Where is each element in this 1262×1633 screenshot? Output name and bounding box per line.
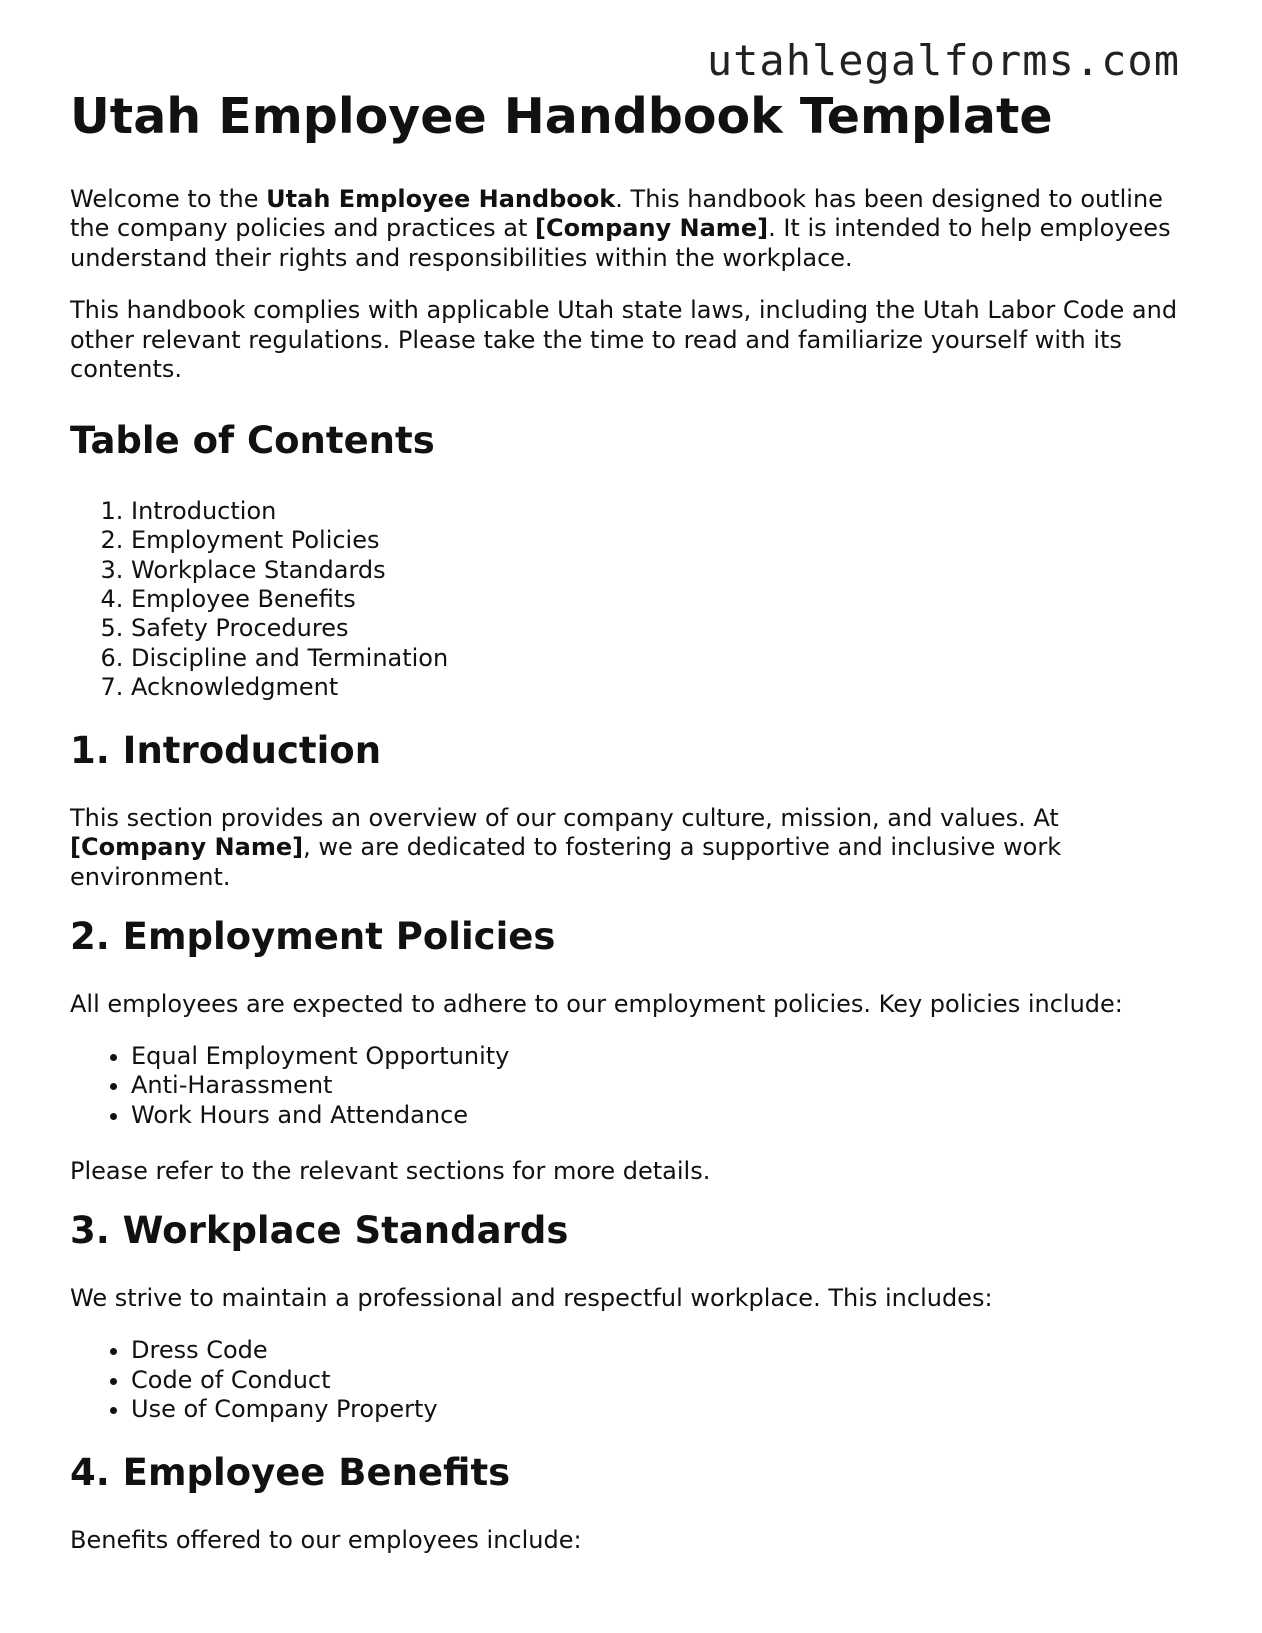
list-item: • Use of Company Property	[131, 1395, 1200, 1424]
toc-item: 6. Discipline and Termination	[131, 644, 1200, 673]
list-item: • Equal Employment Opportunity	[131, 1042, 1200, 1071]
toc-item: 3. Workplace Standards	[131, 556, 1200, 585]
section-3-heading: 3. Workplace Standards	[70, 1209, 569, 1253]
toc-heading: Table of Contents	[70, 418, 435, 462]
document-title: Utah Employee Handbook Template	[70, 88, 1053, 145]
document-page	[70, 88, 1200, 1578]
intro-p1-after: . It is intended to help employees understand their rights and responsibilities within the workplace.	[70, 214, 1171, 272]
intro-paragraph-2: This handbook complies with applicable Utah state laws, including the Utah Labor Code and other relevant regulations. Please take the time to read and familiarize yourself with its contents.	[70, 296, 1178, 384]
section-2-heading: 2. Employment Policies	[70, 915, 556, 959]
list-item: • Anti-Harassment	[131, 1071, 1200, 1100]
section-2-lead: All employees are expected to adhere to our employment policies. Key policies include:	[70, 989, 1123, 1018]
intro-p1-handbook-name: Utah Employee Handbook	[266, 184, 616, 213]
intro-p1-company-placeholder: [Company Name]	[534, 214, 769, 243]
toc-item: 5. Safety Procedures	[131, 614, 1200, 643]
intro-p1-before: Welcome to the	[70, 184, 267, 213]
toc-item: 1. Introduction	[131, 497, 1200, 526]
section-3-lead: We strive to maintain a professional and respectful workplace. This includes:	[70, 1283, 993, 1312]
intro-paragraph-1	[70, 185, 1200, 274]
section-2-note: Please refer to the relevant sections for more details.	[70, 1156, 711, 1185]
section-4-lead: Benefits offered to our employees include:	[70, 1525, 582, 1554]
intro-p1-mid: . This handbook has been designed to outline the company policies and practices at	[70, 184, 1163, 243]
section-1-heading: 1. Introduction	[70, 729, 382, 773]
toc-item: 2. Employment Policies	[131, 526, 1200, 555]
section-1-after: , we are dedicated to fostering a supportive and inclusive work environment.	[70, 833, 1062, 891]
section-2-list	[70, 1042, 1200, 1130]
section-1-company-placeholder: [Company Name]	[70, 833, 304, 862]
list-item: • Dress Code	[131, 1336, 1200, 1365]
section-3-list	[70, 1336, 1200, 1424]
section-1-paragraph	[70, 804, 1200, 893]
section-1-before: This section provides an overview of our company culture, mission, and values. At	[70, 803, 1059, 832]
toc-item: 4. Employee Benefits	[131, 585, 1200, 614]
list-item: • Code of Conduct	[131, 1366, 1200, 1395]
section-4-heading: 4. Employee Benefits	[70, 1451, 511, 1495]
list-item: • Work Hours and Attendance	[131, 1101, 1200, 1130]
toc-list	[70, 497, 1200, 702]
toc-item: 7. Acknowledgment	[131, 673, 1200, 702]
site-watermark: utahlegalforms.com	[706, 36, 1180, 85]
